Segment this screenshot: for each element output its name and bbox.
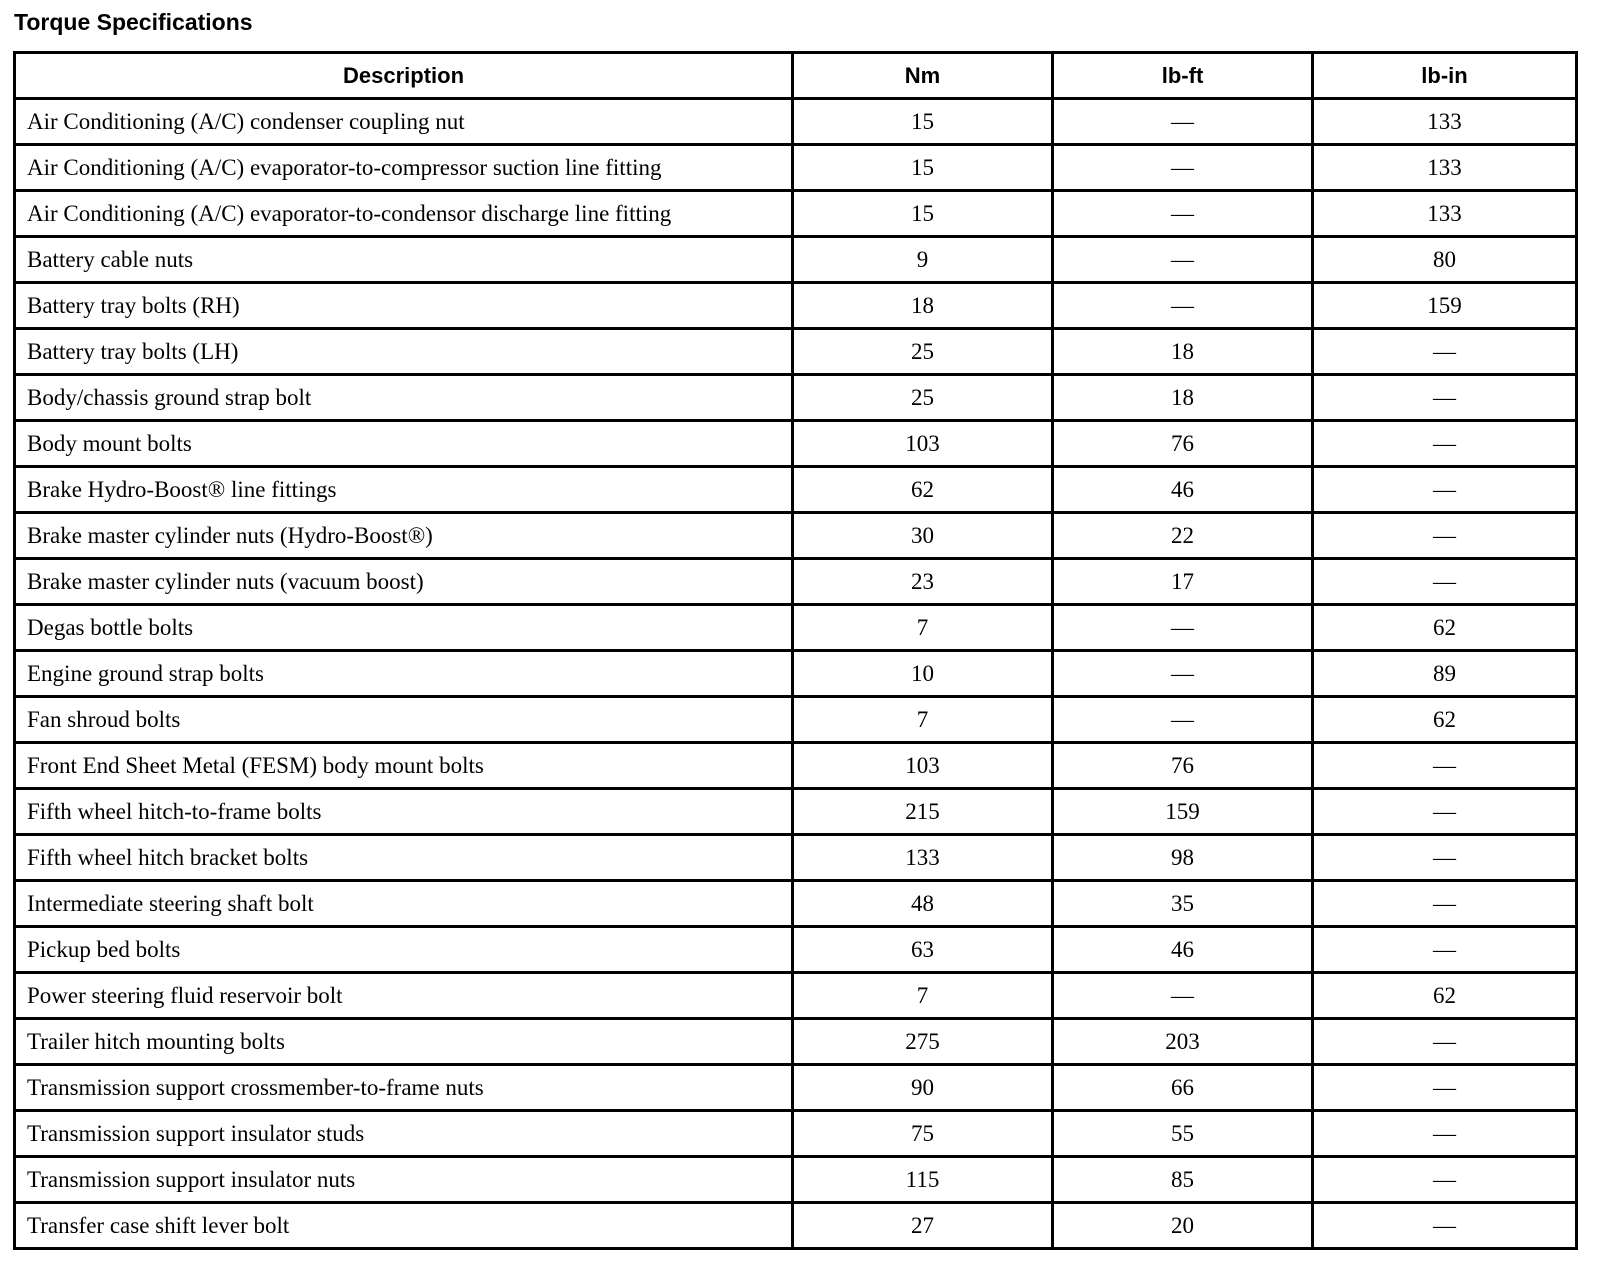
cell-description: Air Conditioning (A/C) condenser coupling nut <box>15 99 793 145</box>
cell-nm: 25 <box>793 375 1053 421</box>
table-row <box>15 191 1577 237</box>
cell-lbin: — <box>1313 1157 1577 1203</box>
cell-description: Air Conditioning (A/C) evaporator-to-condensor discharge line fitting <box>15 191 793 237</box>
table-row <box>15 513 1577 559</box>
cell-lbin: — <box>1313 421 1577 467</box>
cell-lbin: — <box>1313 467 1577 513</box>
table-row <box>15 697 1577 743</box>
table-row <box>15 881 1577 927</box>
cell-lbft: — <box>1053 191 1313 237</box>
cell-description: Fifth wheel hitch bracket bolts <box>15 835 793 881</box>
column-header-lbin: lb-in <box>1313 53 1577 99</box>
cell-nm: 15 <box>793 99 1053 145</box>
cell-lbft: 98 <box>1053 835 1313 881</box>
cell-nm: 75 <box>793 1111 1053 1157</box>
cell-nm: 62 <box>793 467 1053 513</box>
cell-lbft: 46 <box>1053 467 1313 513</box>
cell-lbin: — <box>1313 375 1577 421</box>
cell-description: Transfer case shift lever bolt <box>15 1203 793 1249</box>
table-row <box>15 1019 1577 1065</box>
cell-nm: 63 <box>793 927 1053 973</box>
table-row <box>15 651 1577 697</box>
cell-nm: 90 <box>793 1065 1053 1111</box>
cell-description: Body/chassis ground strap bolt <box>15 375 793 421</box>
column-header-description: Description <box>15 53 793 99</box>
cell-lbin: 62 <box>1313 973 1577 1019</box>
table-row <box>15 927 1577 973</box>
table-row <box>15 375 1577 421</box>
cell-description: Engine ground strap bolts <box>15 651 793 697</box>
table-row <box>15 973 1577 1019</box>
cell-lbft: 22 <box>1053 513 1313 559</box>
cell-lbft: 159 <box>1053 789 1313 835</box>
cell-nm: 15 <box>793 191 1053 237</box>
cell-lbin: 159 <box>1313 283 1577 329</box>
cell-lbft: — <box>1053 697 1313 743</box>
cell-description: Fifth wheel hitch-to-frame bolts <box>15 789 793 835</box>
torque-spec-table <box>13 51 1578 1250</box>
cell-lbin: 62 <box>1313 605 1577 651</box>
cell-lbft: 17 <box>1053 559 1313 605</box>
cell-lbin: 80 <box>1313 237 1577 283</box>
cell-lbin: 133 <box>1313 191 1577 237</box>
cell-lbin: — <box>1313 835 1577 881</box>
cell-description: Brake Hydro-Boost® line fittings <box>15 467 793 513</box>
cell-lbft: 66 <box>1053 1065 1313 1111</box>
cell-lbin: — <box>1313 559 1577 605</box>
cell-nm: 275 <box>793 1019 1053 1065</box>
cell-nm: 115 <box>793 1157 1053 1203</box>
cell-lbin: — <box>1313 1203 1577 1249</box>
cell-description: Trailer hitch mounting bolts <box>15 1019 793 1065</box>
table-row <box>15 1111 1577 1157</box>
cell-description: Battery cable nuts <box>15 237 793 283</box>
cell-nm: 48 <box>793 881 1053 927</box>
cell-lbft: 76 <box>1053 421 1313 467</box>
cell-nm: 133 <box>793 835 1053 881</box>
table-row <box>15 421 1577 467</box>
cell-lbft: 55 <box>1053 1111 1313 1157</box>
table-row <box>15 605 1577 651</box>
table-row <box>15 789 1577 835</box>
cell-lbft: 20 <box>1053 1203 1313 1249</box>
cell-nm: 27 <box>793 1203 1053 1249</box>
cell-description: Transmission support insulator nuts <box>15 1157 793 1203</box>
cell-lbft: — <box>1053 605 1313 651</box>
cell-nm: 18 <box>793 283 1053 329</box>
table-row <box>15 835 1577 881</box>
cell-description: Fan shroud bolts <box>15 697 793 743</box>
table-row <box>15 559 1577 605</box>
table-row <box>15 467 1577 513</box>
cell-description: Transmission support crossmember-to-frame nuts <box>15 1065 793 1111</box>
cell-nm: 103 <box>793 743 1053 789</box>
cell-lbft: 85 <box>1053 1157 1313 1203</box>
cell-lbft: — <box>1053 651 1313 697</box>
cell-description: Air Conditioning (A/C) evaporator-to-compressor suction line fitting <box>15 145 793 191</box>
table-row <box>15 743 1577 789</box>
table-body <box>15 99 1577 1249</box>
page-title: Torque Specifications <box>14 9 253 35</box>
cell-lbft: 35 <box>1053 881 1313 927</box>
cell-lbft: 18 <box>1053 329 1313 375</box>
cell-lbft: — <box>1053 145 1313 191</box>
cell-description: Degas bottle bolts <box>15 605 793 651</box>
cell-nm: 215 <box>793 789 1053 835</box>
cell-lbin: — <box>1313 881 1577 927</box>
table-row <box>15 283 1577 329</box>
table-row <box>15 329 1577 375</box>
cell-lbin: — <box>1313 789 1577 835</box>
cell-nm: 9 <box>793 237 1053 283</box>
cell-lbin: — <box>1313 329 1577 375</box>
cell-nm: 103 <box>793 421 1053 467</box>
cell-lbft: — <box>1053 283 1313 329</box>
cell-nm: 23 <box>793 559 1053 605</box>
cell-description: Battery tray bolts (RH) <box>15 283 793 329</box>
cell-lbin: — <box>1313 1019 1577 1065</box>
cell-lbft: — <box>1053 973 1313 1019</box>
cell-lbin: — <box>1313 1065 1577 1111</box>
cell-description: Front End Sheet Metal (FESM) body mount bolts <box>15 743 793 789</box>
cell-description: Brake master cylinder nuts (Hydro-Boost®) <box>15 513 793 559</box>
cell-description: Brake master cylinder nuts (vacuum boost) <box>15 559 793 605</box>
cell-nm: 15 <box>793 145 1053 191</box>
cell-nm: 7 <box>793 697 1053 743</box>
cell-nm: 25 <box>793 329 1053 375</box>
cell-lbft: 46 <box>1053 927 1313 973</box>
cell-description: Intermediate steering shaft bolt <box>15 881 793 927</box>
cell-lbin: 133 <box>1313 99 1577 145</box>
table-row <box>15 99 1577 145</box>
table-row <box>15 1065 1577 1111</box>
cell-nm: 7 <box>793 605 1053 651</box>
cell-lbft: — <box>1053 99 1313 145</box>
column-header-nm: Nm <box>793 53 1053 99</box>
cell-nm: 7 <box>793 973 1053 1019</box>
cell-description: Transmission support insulator studs <box>15 1111 793 1157</box>
cell-lbft: 76 <box>1053 743 1313 789</box>
cell-description: Pickup bed bolts <box>15 927 793 973</box>
cell-lbin: — <box>1313 1111 1577 1157</box>
cell-nm: 30 <box>793 513 1053 559</box>
cell-description: Body mount bolts <box>15 421 793 467</box>
cell-lbin: 133 <box>1313 145 1577 191</box>
cell-lbft: — <box>1053 237 1313 283</box>
table-row <box>15 1157 1577 1203</box>
cell-lbin: — <box>1313 927 1577 973</box>
cell-lbin: — <box>1313 513 1577 559</box>
table-row <box>15 145 1577 191</box>
cell-description: Battery tray bolts (LH) <box>15 329 793 375</box>
column-header-lbft: lb-ft <box>1053 53 1313 99</box>
cell-lbin: 62 <box>1313 697 1577 743</box>
table-header-row <box>15 53 1577 99</box>
cell-lbft: 18 <box>1053 375 1313 421</box>
table-row <box>15 237 1577 283</box>
cell-lbin: 89 <box>1313 651 1577 697</box>
cell-nm: 10 <box>793 651 1053 697</box>
table-row <box>15 1203 1577 1249</box>
cell-lbft: 203 <box>1053 1019 1313 1065</box>
cell-description: Power steering fluid reservoir bolt <box>15 973 793 1019</box>
cell-lbin: — <box>1313 743 1577 789</box>
